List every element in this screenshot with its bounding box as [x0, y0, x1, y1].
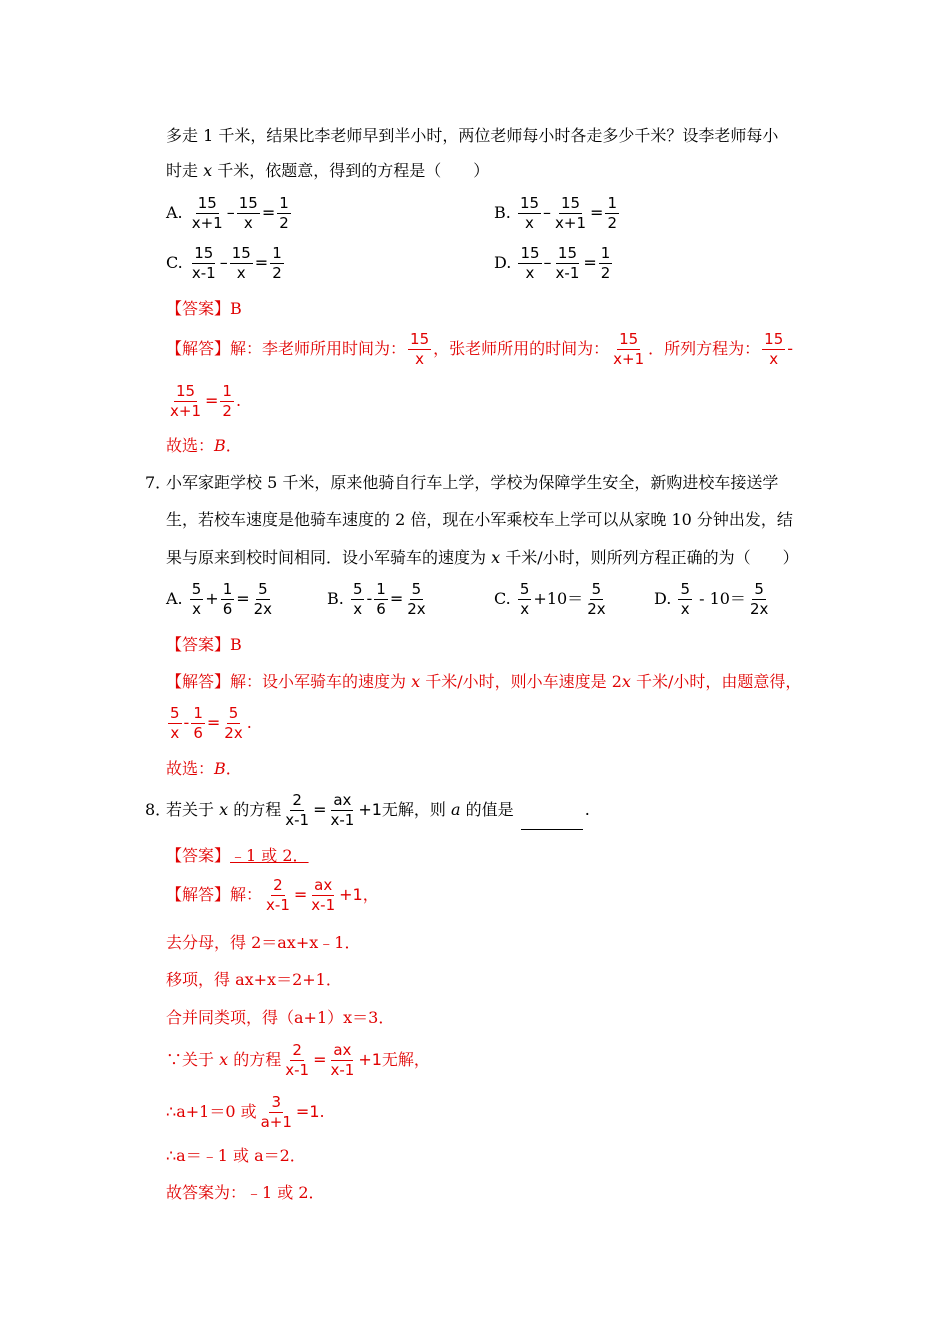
- p6-solution-line2: $\frac{15}{x+1}$ = $\frac{1}{2}$ .: [170, 382, 242, 420]
- p8-step3: 合并同类项，得（a+1）x＝3．: [166, 1008, 395, 1027]
- p6-stem-line1: 多走 1 千米，结果比李老师早到半小时，两位老师每小时各走多少千米？设李老师每小: [166, 126, 779, 145]
- p8-step4: ∵关于 x 的方程 $\frac{2}{x-1}$ = $\frac{ax}{x-1}$ +1无解，: [166, 1041, 430, 1079]
- p7-solution-line2: $\frac{5}{x}$ - $\frac{1}{6}$ = $\frac{5}{2x}$ .: [170, 704, 252, 742]
- p7-option-d: D. $\frac{5}{x}$ - 10＝ $\frac{5}{2x}$: [654, 580, 769, 618]
- p6-solution-line1: 【解答】解：李老师所用时间为： $\frac{15}{x}$ ，张老师所用的时间为： $\frac{15}{x+1}$ ．所列方程为： $\frac{15}{x}$ -: [166, 330, 794, 368]
- p8-number: 8．: [145, 800, 172, 819]
- p8-final: 故答案为：﹣1 或 2．: [166, 1183, 325, 1202]
- p7-option-a: A. $\frac{5}{x}$ + $\frac{1}{6}$ = $\frac{5}{2x}$: [166, 580, 273, 618]
- p7-solution-line1: 【解答】解：设小军骑车的速度为 x 千米/小时，则小车速度是 2x 千米/小时，由题意得，: [166, 672, 802, 691]
- answer-blank: [521, 811, 583, 830]
- p7-answer: 【答案】B: [166, 635, 242, 654]
- p6-stem-line2: 时走 x 千米，依题意，得到的方程是（ ）: [166, 161, 490, 180]
- p8-stem: 若关于 x 的方程 $\frac{2}{x-1}$ = $\frac{ax}{x-1}$ +1无解，则 a 的值是 .: [166, 791, 590, 829]
- p8-solution-head: 【解答】解： $\frac{2}{x-1}$ = $\frac{ax}{x-1}$ +1，: [166, 876, 379, 914]
- p6-option-c: C. $\frac{15}{x-1}$ – $\frac{15}{x}$ = $\frac{1}{2}$: [166, 244, 282, 282]
- p8-step2: 移项，得 ax+x＝2+1．: [166, 970, 342, 989]
- p8-step6: ∴a＝﹣1 或 a＝2．: [166, 1146, 306, 1165]
- p8-step1: 去分母，得 2＝ax+x﹣1．: [166, 933, 361, 952]
- p6-option-a: A. $\frac{15}{x+1}$ – $\frac{15}{x}$ = $\frac{1}{2}$: [166, 194, 289, 232]
- p7-number: 7．: [145, 473, 172, 492]
- p7-option-b: B. $\frac{5}{x}$ - $\frac{1}{6}$ = $\frac{5}{2x}$: [327, 580, 426, 618]
- p6-conclusion: 故选：B．: [166, 436, 242, 455]
- p6-answer: 【答案】B: [166, 299, 242, 318]
- p8-answer: 【答案】﹣1 或 2．: [166, 846, 309, 865]
- p8-step5: ∴a+1＝0 或 $\frac{3}{a+1}$ =1.: [166, 1093, 325, 1131]
- p7-stem-line2: 生，若校车速度是他骑车速度的 2 倍，现在小军乘校车上学可以从家晚 10 分钟出发，结: [166, 510, 793, 529]
- p6-option-d: D. $\frac{15}{x}$ – $\frac{15}{x-1}$ = $\frac{1}{2}$: [494, 244, 611, 282]
- p7-stem-line1: 小军家距学校 5 千米，原来他骑自行车上学，学校为保障学生安全，新购进校车接送学: [166, 473, 779, 492]
- p7-stem-line3: 果与原来到校时间相同．设小军骑车的速度为 x 千米/小时，则所列方程正确的为（ ）: [166, 548, 799, 567]
- p7-conclusion: 故选：B．: [166, 759, 242, 778]
- p6-option-b: B. $\frac{15}{x}$ – $\frac{15}{x+1}$ = $\frac{1}{2}$: [494, 194, 617, 232]
- p7-option-c: C. $\frac{5}{x}$ +10＝ $\frac{5}{2x}$: [494, 580, 606, 618]
